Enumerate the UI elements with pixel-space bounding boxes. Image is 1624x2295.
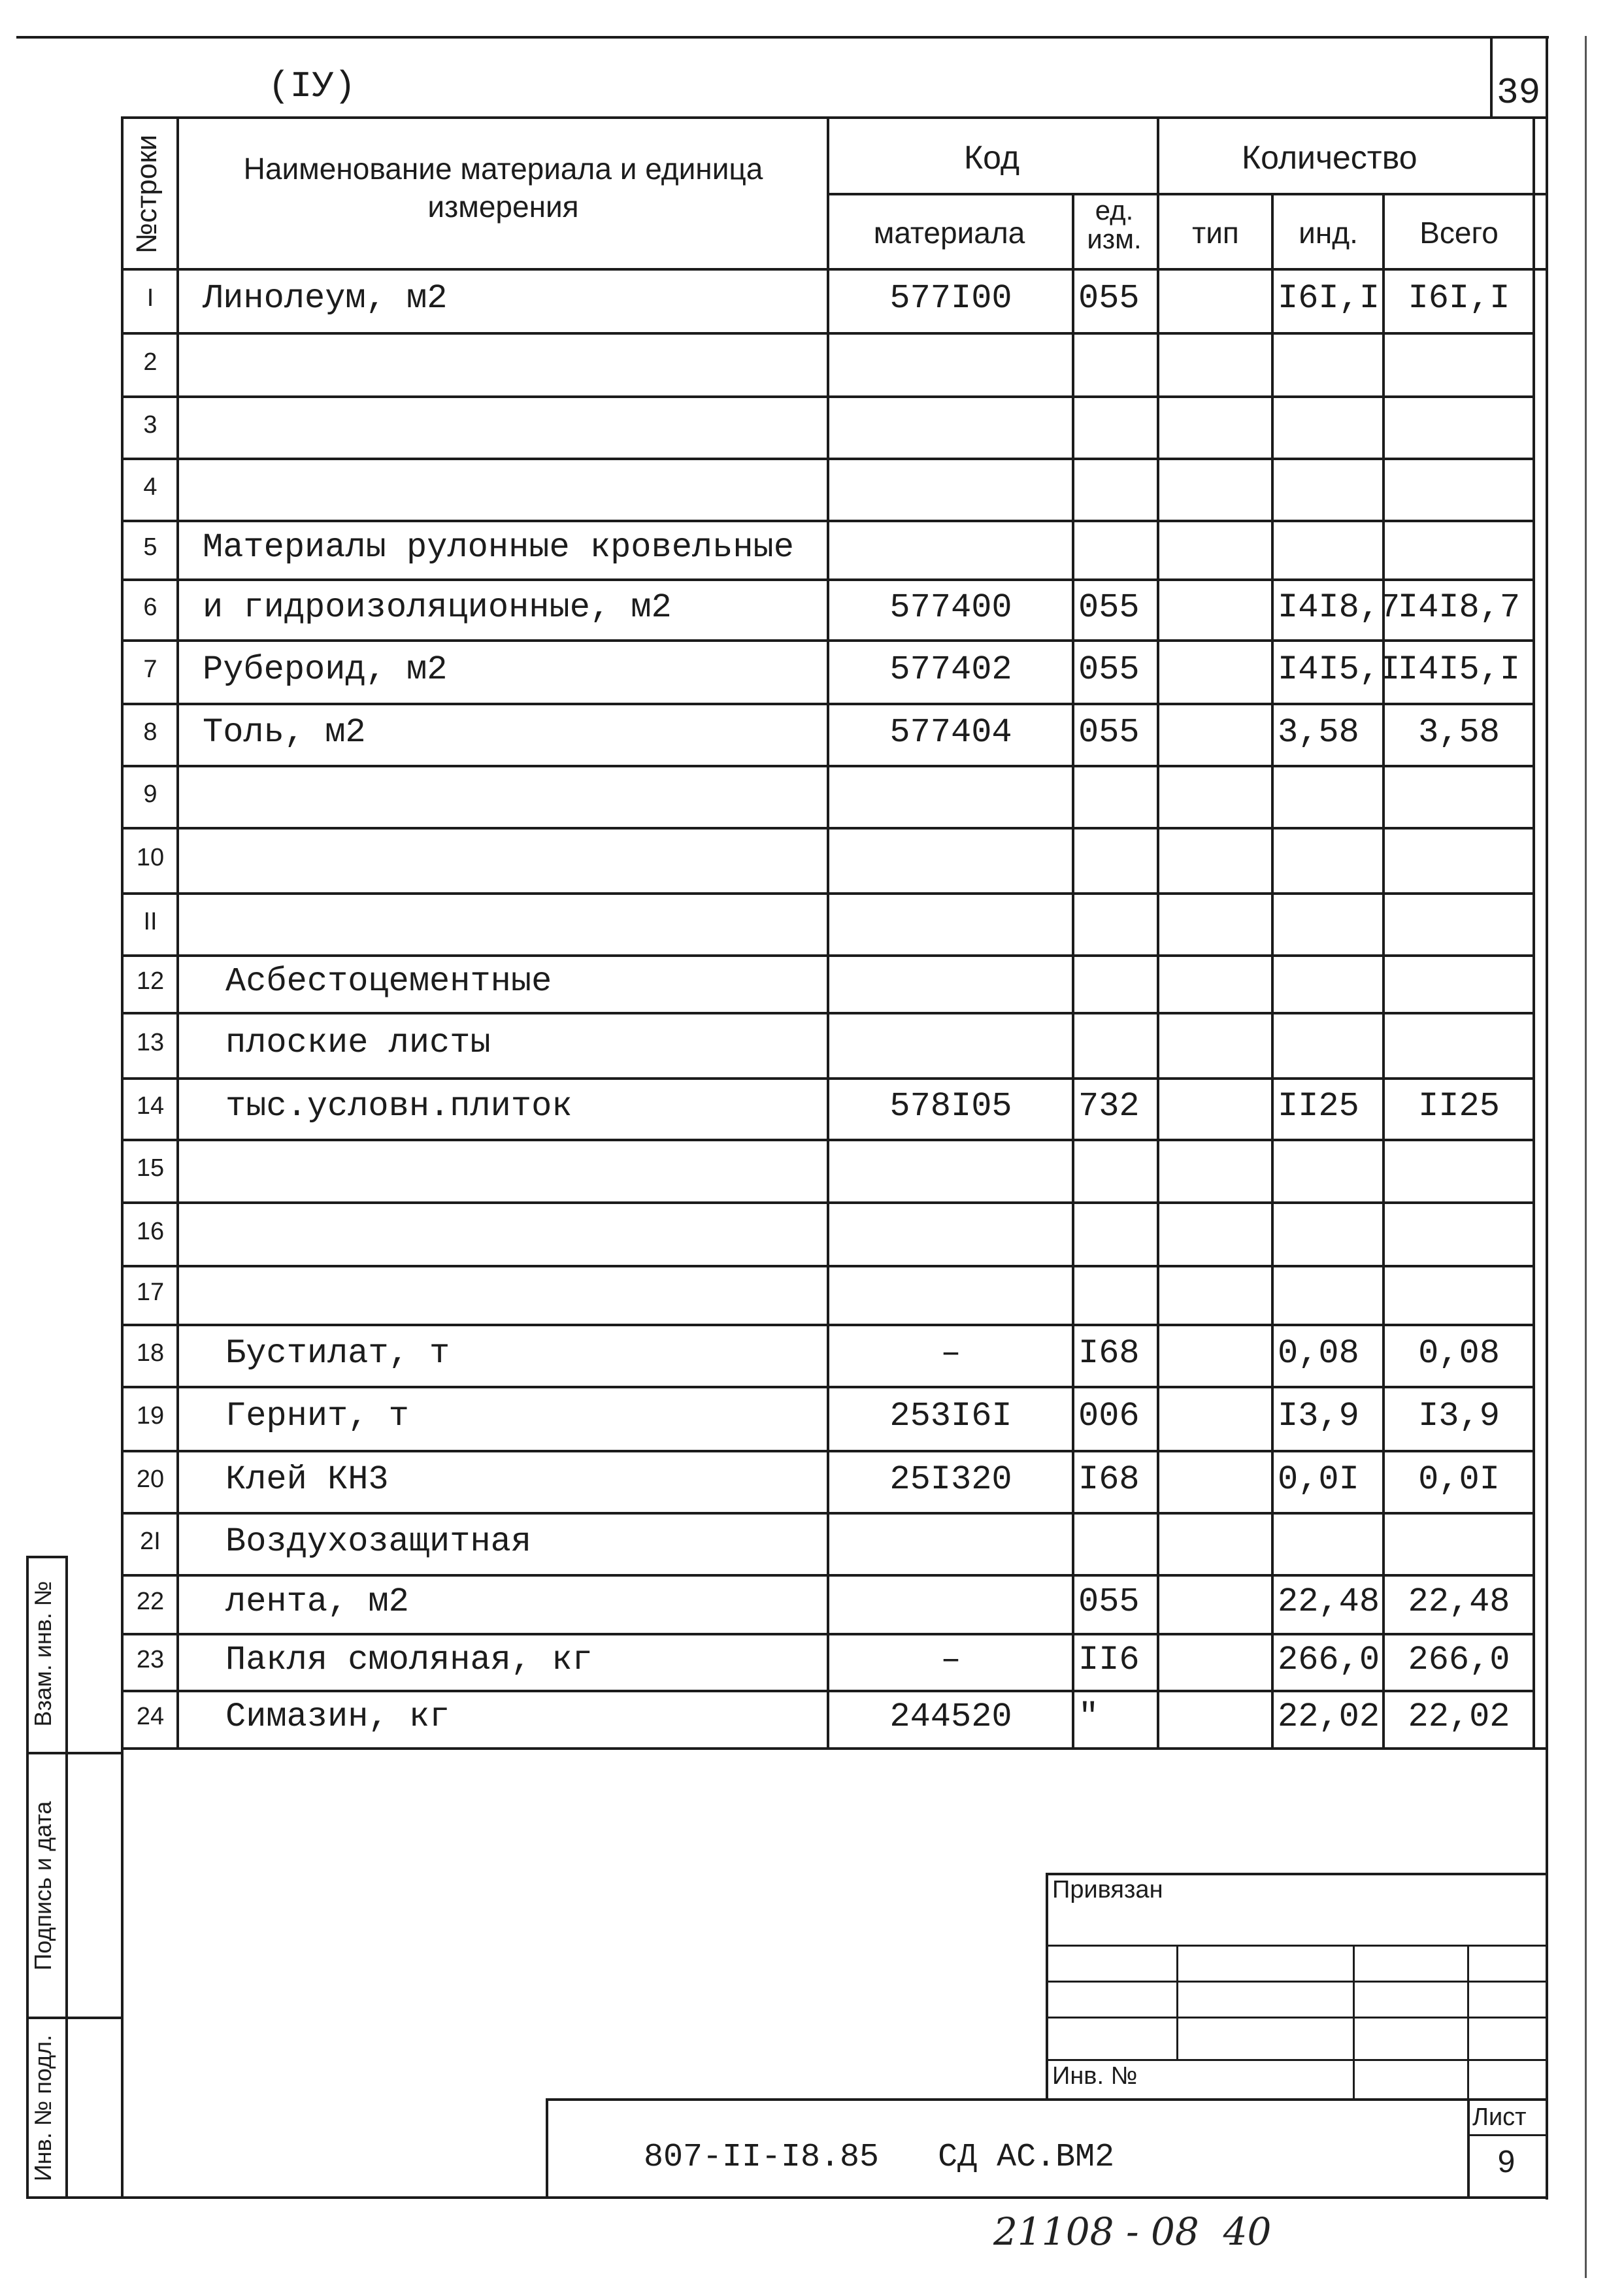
unit-code: 055 [1078, 650, 1140, 689]
material-name: тыс.условн.плиток [225, 1087, 572, 1126]
qty-ind: I6I,I [1278, 279, 1380, 318]
table-row [0, 1450, 1624, 1512]
sheet-top-number: 39 [1497, 72, 1541, 114]
table-row [0, 578, 1624, 639]
qty-ind: I4I5,I [1278, 650, 1400, 689]
title-block-left [546, 2098, 548, 2196]
side-strip-right [65, 1556, 68, 2196]
table-row [0, 892, 1624, 954]
row-number: 6 [143, 593, 157, 621]
qty-total: 266,0 [1408, 1640, 1510, 1679]
row-number: 23 [136, 1645, 165, 1673]
stamp-list-no: 9 [1497, 2145, 1516, 2179]
side-label-vzam: Взам. инв. № [29, 1581, 56, 1727]
material-code: 577I00 [889, 279, 1012, 318]
unit-code: " [1078, 1698, 1099, 1736]
material-name: Материалы рулонные кровельные [203, 528, 794, 567]
table-row [0, 1386, 1624, 1450]
material-code: 577400 [889, 588, 1012, 627]
header-name: Наименование материала и единица измерения [243, 152, 763, 224]
material-name: Клей КН3 [225, 1460, 389, 1499]
material-code: – [940, 1640, 961, 1679]
material-code: 577404 [889, 712, 1012, 752]
row-number: 5 [143, 533, 157, 561]
table-row [0, 1324, 1624, 1386]
table-row [0, 268, 1624, 332]
qty-ind: 266,0 [1278, 1640, 1380, 1679]
stamp-left [1046, 1873, 1048, 2098]
header-code-material: материала [873, 216, 1025, 250]
header-split-line [827, 193, 1546, 195]
material-name: и гидроизоляционные, м2 [203, 588, 672, 627]
material-code: 578I05 [889, 1087, 1012, 1126]
row-number: II [143, 907, 157, 935]
stamp-grid-line-1 [1046, 1945, 1546, 1947]
row-number: 18 [136, 1339, 165, 1367]
material-name: Воздухозащитная [225, 1522, 532, 1561]
stamp-list-label: Лист [1472, 2103, 1527, 2131]
bottom-frame [65, 2196, 1546, 2199]
table-row [0, 520, 1624, 578]
row-number: 4 [143, 473, 157, 501]
row-number: 24 [136, 1703, 165, 1730]
qty-total: 0,0I [1418, 1460, 1500, 1499]
table-row [0, 332, 1624, 395]
stamp-grid-col-1 [1176, 1945, 1178, 2059]
row-number: 10 [136, 844, 165, 871]
unit-code: 006 [1078, 1397, 1140, 1435]
stamp-top [1046, 1873, 1546, 1875]
table-row [0, 1265, 1624, 1324]
row-number: 12 [136, 967, 165, 995]
table-row [0, 1201, 1624, 1265]
row-number: 8 [143, 718, 157, 746]
title-block-top [546, 2098, 1546, 2101]
header-code: Код [963, 139, 1019, 176]
qty-ind: I3,9 [1278, 1397, 1359, 1435]
stamp-privyazan: Привязан [1052, 1876, 1163, 1903]
header-code-unit: ед. изм. [1087, 195, 1142, 255]
material-name: плоские листы [225, 1024, 491, 1062]
unit-code: 732 [1078, 1087, 1140, 1126]
header-quantity: Количество [1242, 139, 1417, 176]
stamp-grid-line-2 [1046, 1981, 1546, 1983]
row-number: 9 [143, 780, 157, 808]
table-row [0, 1512, 1624, 1574]
qty-ind: 0,0I [1278, 1460, 1359, 1499]
qty-ind: II25 [1278, 1087, 1359, 1126]
material-name: Линолеум, м2 [203, 279, 448, 318]
table-row [0, 1690, 1624, 1747]
table-top-line [121, 116, 1546, 119]
qty-ind: 0,08 [1278, 1333, 1359, 1373]
row-number: 22 [136, 1588, 165, 1615]
table-row [0, 765, 1624, 827]
row-number: 14 [136, 1092, 165, 1120]
qty-total: I6I,I [1408, 279, 1510, 318]
table-row [0, 1077, 1624, 1139]
table-row [0, 1012, 1624, 1077]
unit-code: I68 [1078, 1333, 1140, 1373]
row-number: 20 [136, 1465, 165, 1493]
unit-code: I68 [1078, 1460, 1140, 1499]
row-number: 19 [136, 1402, 165, 1430]
unit-code: 055 [1078, 712, 1140, 752]
row-number: 13 [136, 1029, 165, 1056]
table-row [0, 1574, 1624, 1633]
header-qty-total: Всего [1419, 216, 1499, 250]
row-number: 15 [136, 1154, 165, 1182]
material-name: лента, м2 [225, 1583, 409, 1621]
material-code: 253I6I [889, 1397, 1012, 1435]
material-name: Бустилат, т [225, 1333, 450, 1373]
material-name: Пакля смоляная, кг [225, 1640, 593, 1679]
material-name: Асбестоцементные [225, 962, 552, 1001]
material-name: Гернит, т [225, 1397, 409, 1435]
material-code: 244520 [889, 1698, 1012, 1736]
side-label-inv-podl: Инв. № подл. [29, 2034, 56, 2182]
table-row [0, 827, 1624, 892]
unit-code: 055 [1078, 588, 1140, 627]
qty-ind: I4I8,7 [1278, 588, 1400, 627]
unit-code: 055 [1078, 279, 1140, 318]
sheet-number-divider [1490, 36, 1493, 118]
material-code: 25I320 [889, 1460, 1012, 1499]
table-row [0, 639, 1624, 703]
qty-total: I3,9 [1418, 1397, 1500, 1435]
top-border [16, 36, 1549, 39]
material-code: 577402 [889, 650, 1012, 689]
qty-ind: 3,58 [1278, 712, 1359, 752]
row-number: 16 [136, 1217, 165, 1245]
qty-total: 3,58 [1418, 712, 1500, 752]
qty-total: 22,48 [1408, 1583, 1510, 1621]
header-qty-ind: инд. [1299, 216, 1358, 250]
stamp-grid-line-4 [1046, 2059, 1546, 2061]
header-row-no: №строки [131, 134, 163, 254]
side-label-podpis: Подпись и дата [29, 1801, 56, 1971]
row-number: 17 [136, 1279, 165, 1306]
side-strip-left [26, 1556, 29, 2196]
unit-code: II6 [1078, 1640, 1140, 1679]
stamp-grid-line-3 [1046, 2017, 1546, 2019]
table-row-line [121, 1747, 1546, 1750]
qty-total: I4I8,7 [1397, 588, 1521, 627]
table-row [0, 395, 1624, 458]
row-number: I [146, 284, 154, 312]
table-row [0, 1633, 1624, 1690]
section-label: (IУ) [268, 65, 356, 107]
material-code: – [940, 1333, 961, 1373]
table-row [0, 954, 1624, 1012]
qty-total: 0,08 [1418, 1333, 1500, 1373]
qty-total: 22,02 [1408, 1698, 1510, 1736]
row-number: 2I [140, 1527, 161, 1555]
side-strip-divider-1 [26, 1752, 121, 1754]
table-row [0, 703, 1624, 765]
row-number: 3 [143, 410, 157, 439]
row-number: 2 [143, 348, 157, 376]
unit-code: 055 [1078, 1583, 1140, 1621]
material-name: Симазин, кг [225, 1698, 450, 1736]
row-number: 7 [143, 655, 157, 683]
material-name: Толь, м2 [203, 712, 366, 752]
document-code: 807-II-I8.85 СД АС.ВМ2 [644, 2139, 1115, 2176]
qty-total: I4I5,I [1397, 650, 1521, 689]
header-qty-type: тип [1192, 216, 1239, 250]
table-row [0, 1139, 1624, 1201]
table-row [0, 458, 1624, 520]
qty-ind: 22,02 [1278, 1698, 1380, 1736]
material-name: Рубероид, м2 [203, 650, 448, 689]
title-block-sheet-split [1467, 2134, 1546, 2136]
stamp-inv-no: Инв. № [1052, 2062, 1138, 2090]
stamp-grid-col-2 [1353, 1945, 1355, 2098]
handwritten-number: 21108 - 08 40 [993, 2209, 1272, 2254]
qty-total: II25 [1418, 1087, 1500, 1126]
qty-ind: 22,48 [1278, 1583, 1380, 1621]
stamp-grid-col-3 [1467, 1945, 1469, 2098]
